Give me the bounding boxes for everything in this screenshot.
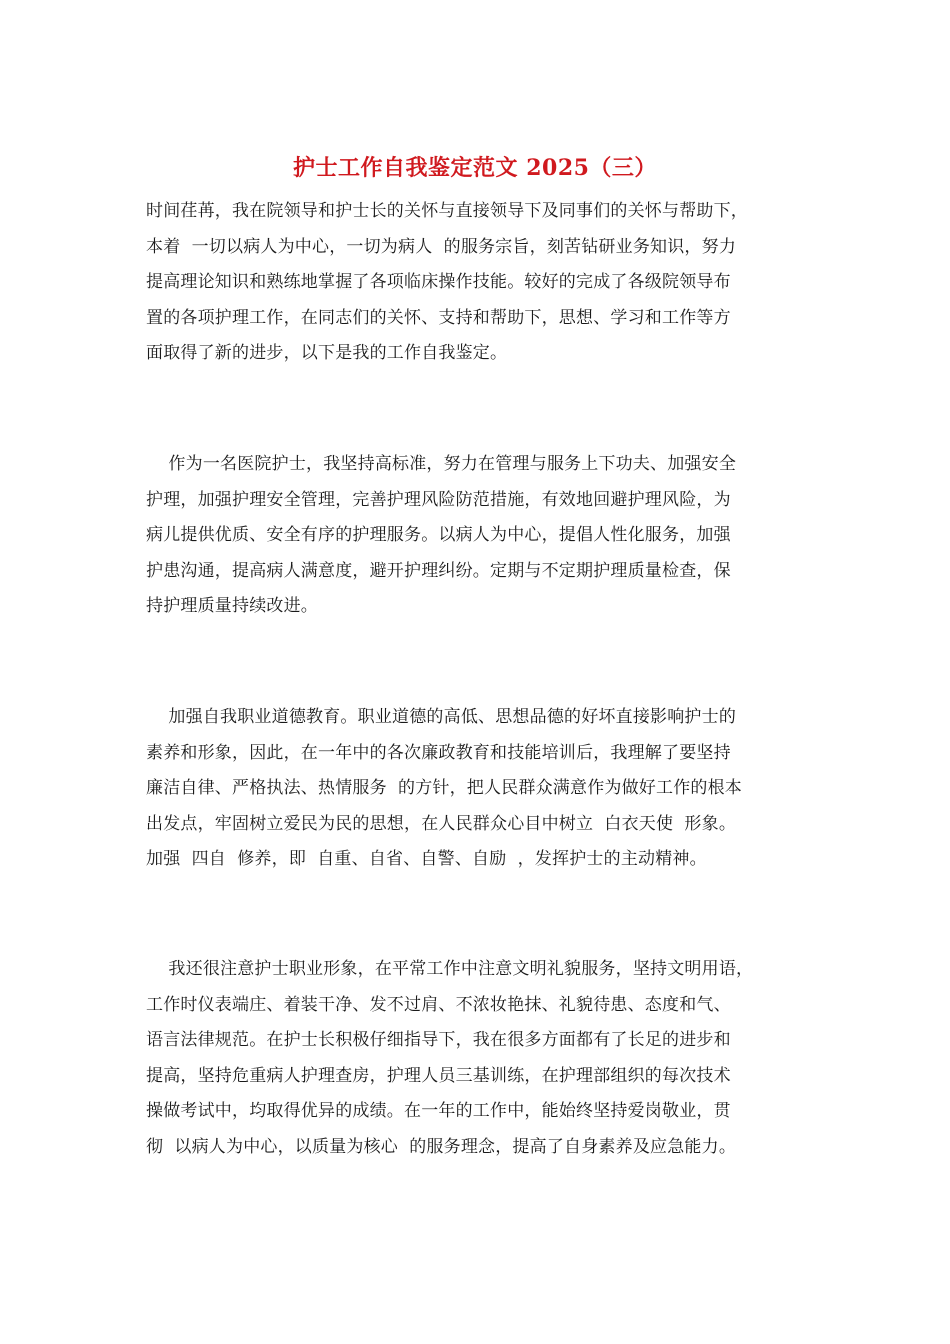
paragraph-line: 护患沟通，提高病人满意度，避开护理纠纷。定期与不定期护理质量检查，保 [146, 560, 731, 581]
paragraph-line: 持护理质量持续改进。 [146, 596, 318, 616]
paragraph-line: 提高理论知识和熟练地掌握了各项临床操作技能。较好的完成了各级院领导布 [146, 272, 731, 292]
paragraph-line: 廉洁自律、严格执法、热情服务 的方针，把人民群众满意作为做好工作的根本 [146, 778, 743, 798]
paragraph-line: 彻 以病人为中心，以质量为核心 的服务理念，提高了自身素养及应急能力。 [146, 1136, 737, 1157]
paragraph-line: 置的各项护理工作，在同志们的关怀、支持和帮助下，思想、学习和工作等方 [146, 307, 731, 328]
paragraph-line: 工作时仪表端庄、着装干净、发不过肩、不浓妆艳抹、礼貌待患、态度和气、 [146, 994, 731, 1015]
paragraph-line: 时间荏苒，我在院领导和护士长的关怀与直接领导下及同事们的关怀与帮助下， [146, 201, 748, 221]
paragraph-line: 提高，坚持危重病人护理查房，护理人员三基训练，在护理部组织的每次技术 [146, 1065, 731, 1086]
paragraph-image [146, 952, 826, 1165]
paragraph-line: 病儿提供优质、安全有序的护理服务。以病人为中心，提倡人性化服务，加强 [146, 525, 731, 545]
paragraph-intro [146, 194, 826, 372]
paragraph-line: 加强自我职业道德教育。职业道德的高低、思想品德的好坏直接影响护士的 [146, 707, 737, 727]
paragraph-line: 护理，加强护理安全管理，完善护理风险防范措施，有效地回避护理风险，为 [146, 489, 731, 510]
paragraph-line: 本着 一切以病人为中心，一切为病人 的服务宗旨，刻苦钻研业务知识，努力 [146, 236, 737, 257]
paragraph-ethics [146, 700, 826, 878]
paragraph-line: 素养和形象，因此，在一年中的各次廉政教育和技能培训后，我理解了要坚持 [146, 742, 731, 763]
paragraph-line: 加强 四自 修养，即 自重、自省、自警、自励 ，发挥护士的主动精神。 [146, 849, 707, 869]
paragraph-line: 语言法律规范。在护士长积极仔细指导下，我在很多方面都有了长足的进步和 [146, 1030, 731, 1050]
paragraph-line: 我还很注意护士职业形象，在平常工作中注意文明礼貌服务，坚持文明用语， [146, 959, 754, 979]
paragraph-line: 面取得了新的进步，以下是我的工作自我鉴定。 [146, 343, 508, 363]
paragraph-line: 作为一名医院护士，我坚持高标准，努力在管理与服务上下功夫、加强安全 [146, 454, 737, 474]
paragraph-line: 出发点，牢固树立爱民为民的思想，在人民群众心目中树立 白衣天使 形象。 [146, 813, 737, 834]
document-title: 护士工作自我鉴定范文 2025（三） [293, 155, 657, 181]
paragraph-line: 操做考试中，均取得优异的成绩。在一年的工作中，能始终坚持爱岗敬业，贯 [146, 1101, 731, 1121]
paragraph-safety [146, 447, 826, 625]
